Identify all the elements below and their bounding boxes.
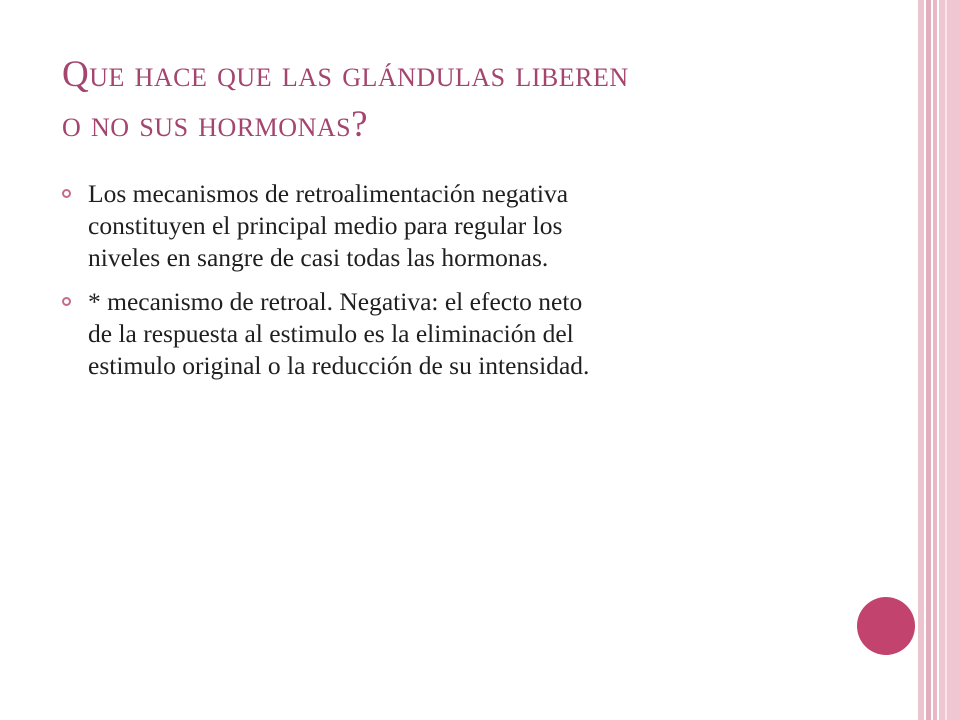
title-line: Que hace que las glándulas liberen xyxy=(62,54,629,95)
bullet-line: estimulo original o la reducción de su intensidad. xyxy=(88,351,590,380)
bullet-item xyxy=(62,286,862,382)
bullet-line: de la respuesta al estimulo es la eliminación del xyxy=(88,319,574,348)
bullet-circle-icon xyxy=(62,297,71,306)
bullet-line: Los mecanismos de retroalimentación negativa xyxy=(88,179,569,208)
bullet-item xyxy=(62,178,862,274)
bullet-list xyxy=(62,178,862,394)
title-line: o no sus hormonas? xyxy=(62,104,368,145)
bullet-line: niveles en sangre de casi todas las hormonas. xyxy=(88,243,549,272)
decorative-circle xyxy=(857,597,915,655)
bullet-circle-icon xyxy=(62,189,71,198)
bullet-line: * mecanismo de retroal. Negativa: el efecto neto xyxy=(88,287,583,316)
decorative-stripe xyxy=(939,0,960,720)
slide-title xyxy=(62,50,902,150)
bullet-line: constituyen el principal medio para regular los xyxy=(88,211,563,240)
decorative-stripe xyxy=(945,0,947,720)
